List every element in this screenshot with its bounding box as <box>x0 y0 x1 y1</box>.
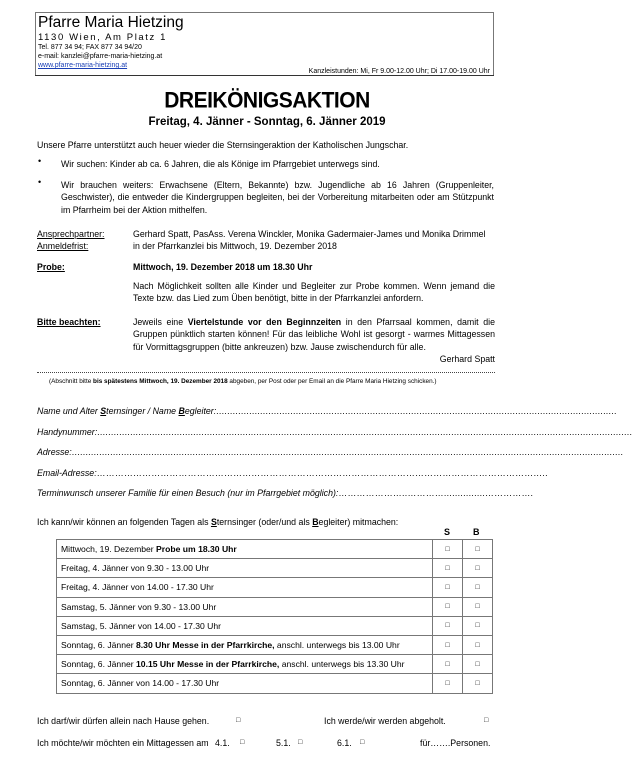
sternsinger-checkbox[interactable]: □ <box>433 655 463 674</box>
bullet-text: Wir brauchen weiters: Erwachsene (Eltern, Bekannte) bzw. Jugendliche ab 16 Jahren (Gruppenleiter, Geschwister), die entweder die Kindergruppen begleiten, bei der Vorbereitung mitarbeiten oder am Stützpunkt im Pfarrheim bei der Aktion mithelfen. <box>61 180 494 215</box>
schedule-slot-text: Samstag, 5. Jänner von 14.00 - 17.30 Uhr <box>61 620 222 631</box>
schedule-row <box>57 616 493 635</box>
schedule-row <box>57 655 493 674</box>
name-field[interactable]: Name und Alter Sternsinger / Name Begleiter:.................................................................................................................................................. <box>37 406 617 416</box>
lunch-day-3-checkbox[interactable]: □ <box>360 739 365 746</box>
sternsinger-checkbox[interactable]: □ <box>433 597 463 616</box>
schedule-row <box>57 559 493 578</box>
schedule-slot-text: Sonntag, 6. Jänner <box>61 640 137 651</box>
address-field[interactable]: Adresse:......................................................................................................................................................................................................... <box>37 447 624 457</box>
lunch-persons[interactable]: für…….Personen. <box>420 738 491 748</box>
sternsinger-checkbox[interactable]: □ <box>433 559 463 578</box>
lunch-label: Ich möchte/wir möchten ein Mittagessen am <box>37 738 209 748</box>
begleiter-checkbox[interactable]: □ <box>463 559 493 578</box>
schedule-slot <box>57 616 433 635</box>
parish-phone: Tel. 877 34 94; FAX 877 34 94/20 <box>38 44 142 51</box>
begleiter-checkbox[interactable]: □ <box>463 655 493 674</box>
schedule-table <box>56 539 493 694</box>
schedule-slot-text: Sonntag, 6. Jänner von 14.00 - 17.30 Uhr <box>61 678 220 689</box>
begleiter-checkbox[interactable]: □ <box>463 616 493 635</box>
column-header-begleiter: B <box>473 527 480 537</box>
schedule-slot-text: Samstag, 5. Jänner von 9.30 - 13.00 Uhr <box>61 601 217 612</box>
lunch-day-1-checkbox[interactable]: □ <box>240 739 245 746</box>
page-title: DREIKÖNIGSAKTION <box>164 88 370 113</box>
home-alone-checkbox[interactable]: □ <box>236 717 241 724</box>
sternsinger-checkbox[interactable]: □ <box>433 540 463 559</box>
note-label: Bitte beachten: <box>37 317 101 327</box>
bullet-text: Wir suchen: Kinder ab ca. 6 Jahren, die als Könige im Pfarrgebiet unterwegs sind. <box>61 159 380 169</box>
rehearsal-label: Probe: <box>37 262 65 272</box>
schedule-slot-text: 8.30 Uhr Messe in der Pfarrkirche, <box>136 640 275 651</box>
rehearsal-text: Nach Möglichkeit sollten alle Kinder und Begleiter zur Probe kommen. Wenn jemand die Texte bzw. das Lied zum Üben benötigt, bitte in der Pfarrkanzlei anfordern. <box>133 281 495 304</box>
sternsinger-checkbox[interactable]: □ <box>433 578 463 597</box>
lunch-day-3: 6.1. <box>337 738 352 748</box>
sternsinger-checkbox[interactable]: □ <box>433 674 463 693</box>
intro-text: Unsere Pfarre unterstützt auch heuer wieder die Sternsingeraktion der Katholischen Jungschar. <box>37 140 409 150</box>
begleiter-checkbox[interactable]: □ <box>463 635 493 654</box>
schedule-slot <box>57 674 433 693</box>
schedule-slot-text: 10.15 Uhr Messe in der Pfarrkirche, <box>136 659 280 670</box>
picked-up-checkbox[interactable]: □ <box>484 717 489 724</box>
deadline-value: in der Pfarrkanzlei bis Mittwoch, 19. Dezember 2018 <box>133 241 337 251</box>
phone-field[interactable]: Handynummer:................................................................................................................................................................................................... <box>37 427 632 437</box>
parish-email: e-mail: kanzlei@pfarre-maria-hietzing.at <box>38 53 163 60</box>
schedule-slot-text: Freitag, 4. Jänner von 9.30 - 13.00 Uhr <box>61 563 210 574</box>
parish-name: Pfarre Maria Hietzing <box>38 14 184 31</box>
email-field[interactable]: Email-Adresse:………………………………………………………………………………………………………………………………….. <box>37 468 548 478</box>
schedule-row <box>57 540 493 559</box>
schedule-slot-text: anschl. unterwegs bis 13.30 Uhr <box>279 659 405 670</box>
visit-wish-field[interactable]: Terminwunsch unserer Familie für einen Besuch (nur im Pfarrgebiet möglich):…………………..…………...............……………. <box>37 488 534 498</box>
lunch-day-1: 4.1. <box>215 738 230 748</box>
deadline-label: Anmeldefrist: <box>37 241 89 251</box>
sternsinger-checkbox[interactable]: □ <box>433 635 463 654</box>
schedule-slot-text: Sonntag, 6. Jänner <box>61 659 137 670</box>
letterhead <box>35 12 494 76</box>
cutoff-instructions: (Abschnitt bitte bis spätestens Mittwoch, 19. Dezember 2018 abgeben, per Post oder per Email an die Pfarre Maria Hietzing schicken.) <box>49 378 437 385</box>
schedule-slot <box>57 578 433 597</box>
schedule-slot <box>57 655 433 674</box>
schedule-row <box>57 597 493 616</box>
home-alone-label: Ich darf/wir dürfen allein nach Hause gehen. <box>37 716 210 726</box>
begleiter-checkbox[interactable]: □ <box>463 674 493 693</box>
office-hours: Kanzleistunden: Mi, Fr 9.00-12.00 Uhr; Di 17.00-19.00 Uhr <box>308 68 490 75</box>
parish-address: 1130 Wien, Am Platz 1 <box>38 32 167 43</box>
schedule-slot <box>57 635 433 654</box>
column-header-sternsinger: S <box>444 527 451 537</box>
schedule-row <box>57 635 493 654</box>
begleiter-checkbox[interactable]: □ <box>463 578 493 597</box>
page-subtitle: Freitag, 4. Jänner - Sonntag, 6. Jänner 2019 <box>148 116 386 128</box>
contact-value: Gerhard Spatt, PasAss. Verena Winckler, Monika Gadermaier-James und Monika Drimmel <box>133 229 486 239</box>
bullet-icon: • <box>38 156 42 166</box>
cut-line <box>37 372 495 373</box>
schedule-row <box>57 578 493 597</box>
sternsinger-checkbox[interactable]: □ <box>433 616 463 635</box>
lunch-day-2: 5.1. <box>276 738 291 748</box>
schedule-slot-text: Probe um 18.30 Uhr <box>156 544 237 555</box>
rehearsal-date: Mittwoch, 19. Dezember 2018 um 18.30 Uhr <box>133 262 313 272</box>
schedule-slot <box>57 559 433 578</box>
bullet-icon: • <box>38 177 42 187</box>
header-divider <box>35 75 494 76</box>
schedule-slot <box>57 597 433 616</box>
schedule-slot-text: Freitag, 4. Jänner von 14.00 - 17.30 Uhr <box>61 582 214 593</box>
note-text: Jeweils eine Viertelstunde vor den Beginnzeiten in den Pfarrsaal kommen, damit die Gruppen pünktlich starten können! Für das leibliche Wohl ist gesorgt - warmes Mittagessen für Vormittagsgruppen (bitte ankreuzen) bzw. Jause zwischendurch für alle. <box>133 317 495 352</box>
schedule-slot-text: Mittwoch, 19. Dezember <box>61 544 157 555</box>
note-signature: Gerhard Spatt <box>439 354 495 364</box>
schedule-slot <box>57 540 433 559</box>
begleiter-checkbox[interactable]: □ <box>463 597 493 616</box>
schedule-slot-text: anschl. unterwegs bis 13.00 Uhr <box>274 640 400 651</box>
begleiter-checkbox[interactable]: □ <box>463 540 493 559</box>
contact-label: Ansprechpartner: <box>37 229 105 239</box>
parish-website-link[interactable]: www.pfarre-maria-hietzing.at <box>38 62 128 69</box>
lunch-day-2-checkbox[interactable]: □ <box>298 739 303 746</box>
schedule-row <box>57 674 493 693</box>
participation-question: Ich kann/wir können an folgenden Tagen als Sternsinger (oder/und als Begleiter) mitmachen: <box>37 517 399 527</box>
picked-up-label: Ich werde/wir werden abgeholt. <box>324 716 446 726</box>
